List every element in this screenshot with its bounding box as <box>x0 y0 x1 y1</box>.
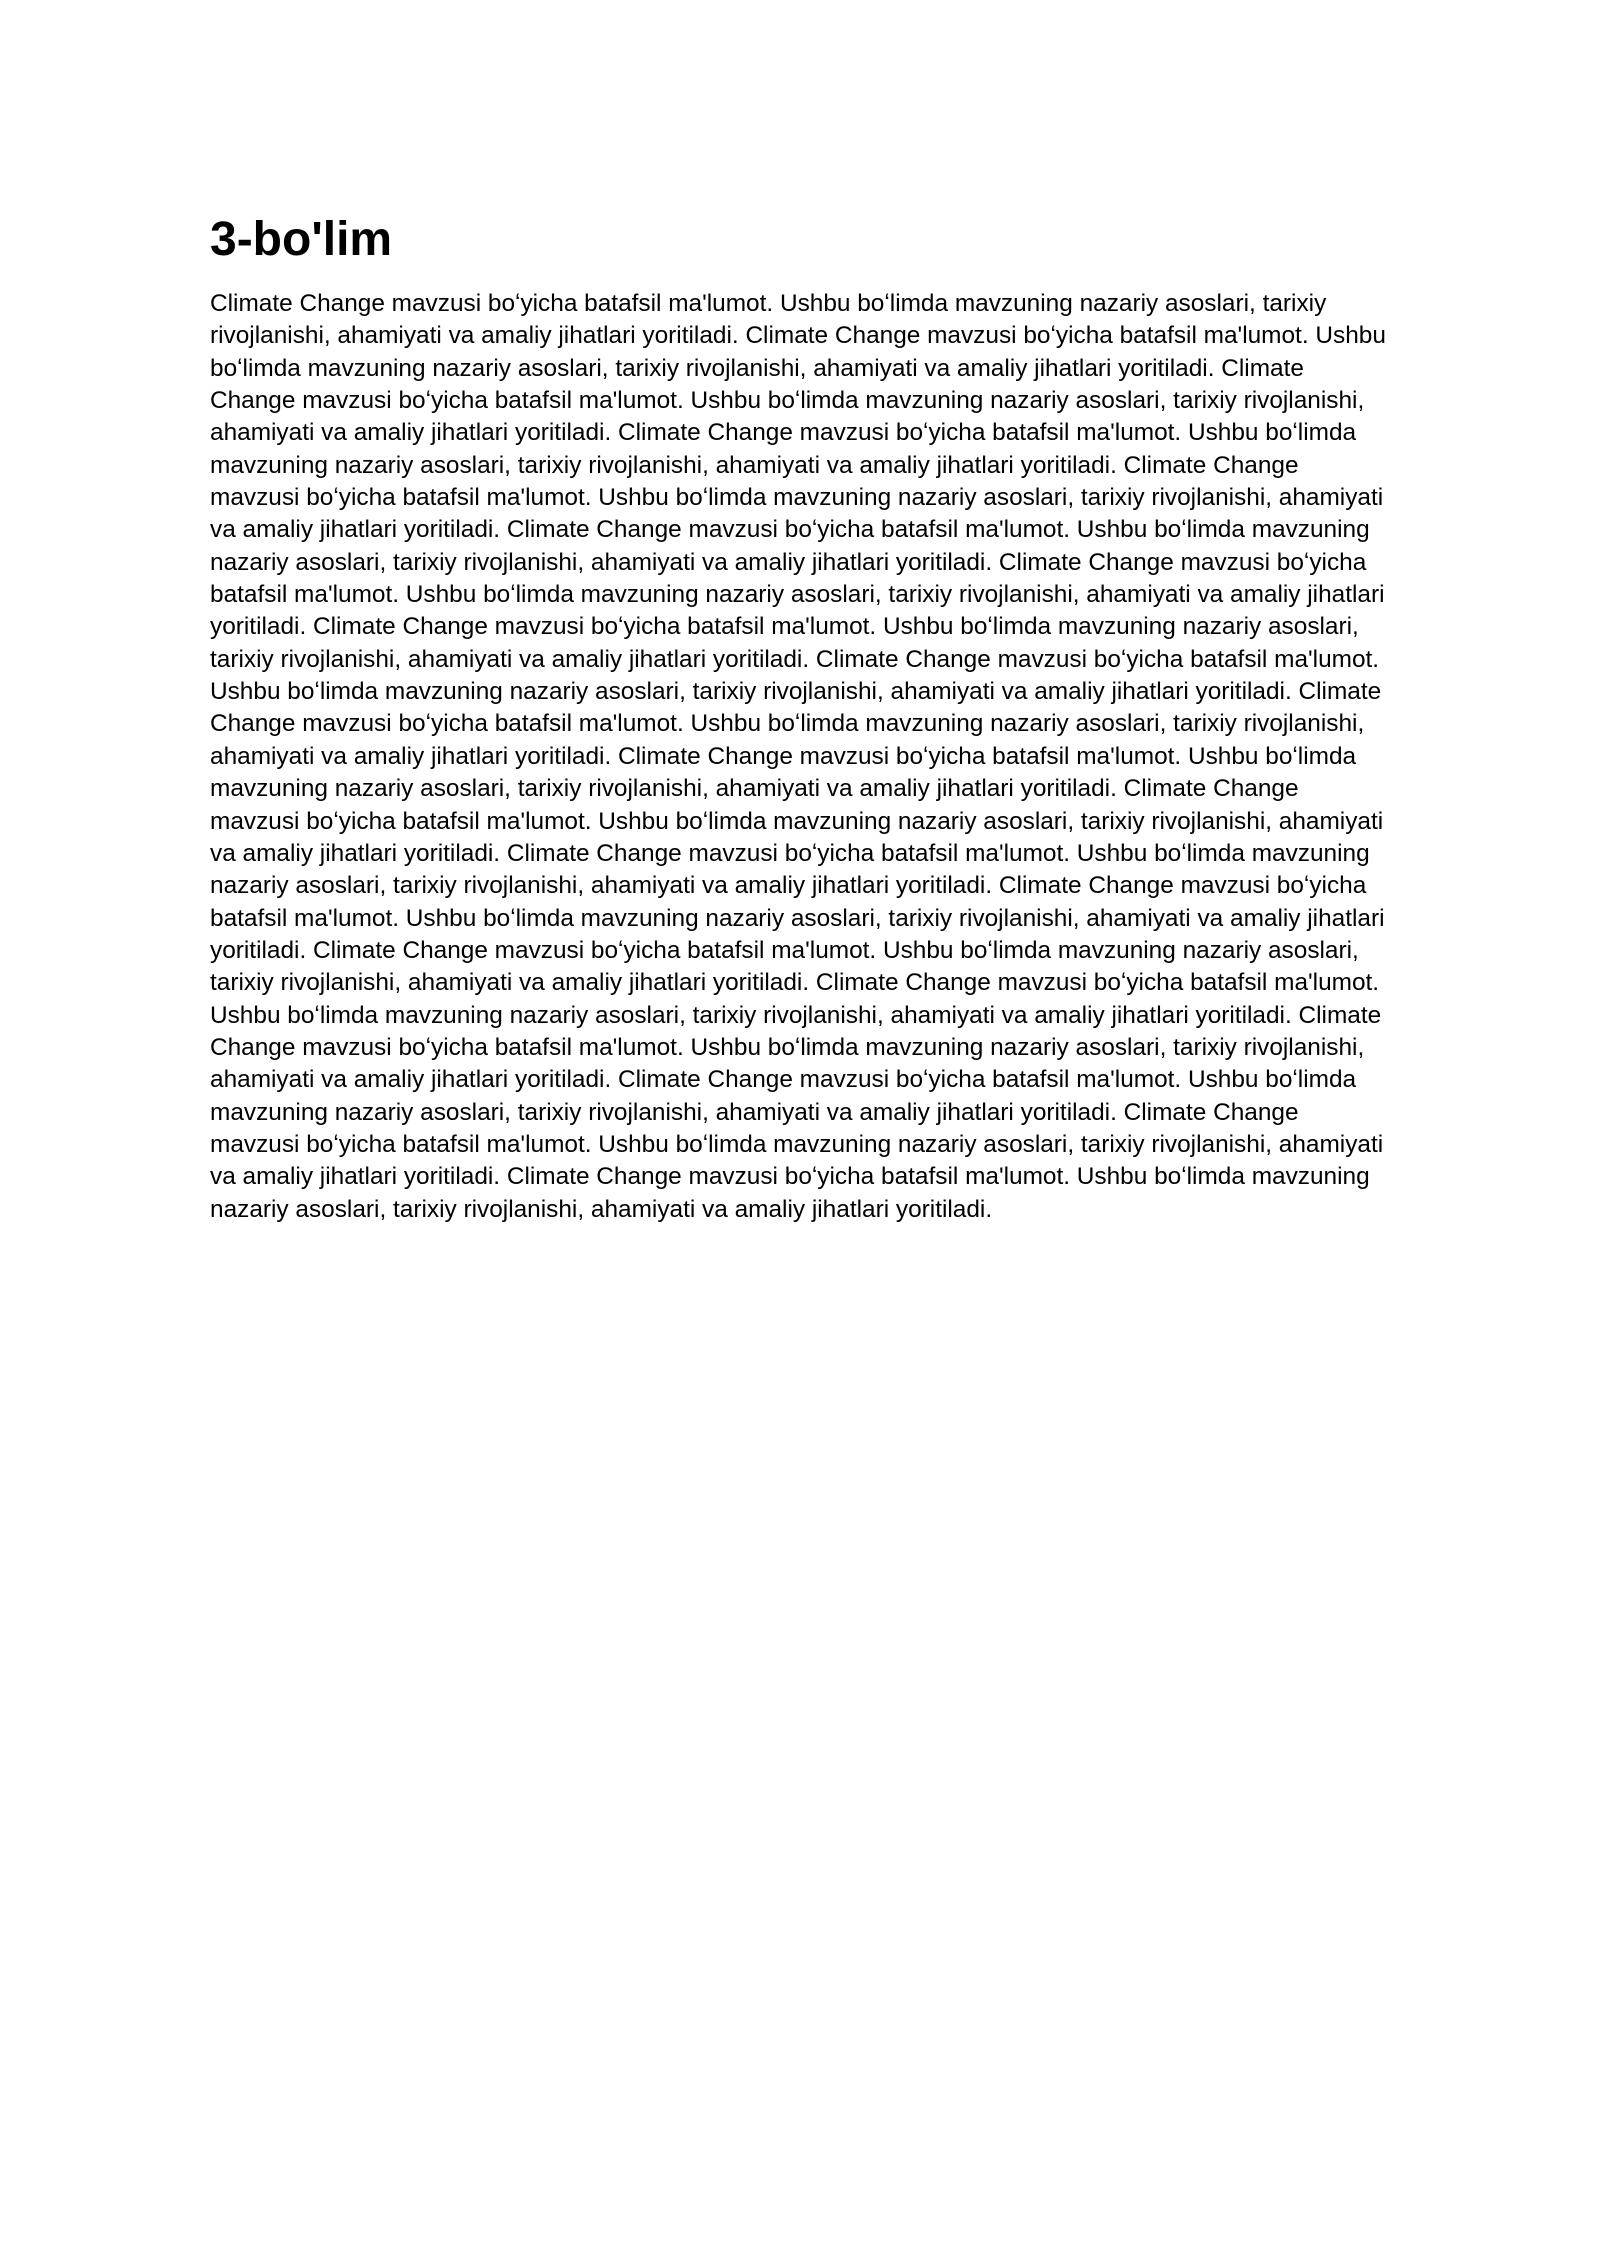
section-heading: 3-bo'lim <box>210 213 393 266</box>
body-paragraph: Climate Change mavzusi boʻyicha batafsil ma'lumot. Ushbu boʻlimda mavzuning nazariy asoslari, tarixiy rivojlanishi, ahamiyati va amaliy jihatlari yoritiladi. Climate Change mavzusi boʻyicha batafsil ma'lumot. Ushbu boʻlimda mavzuning nazariy asoslari, tarixiy rivojlanishi, ahamiyati va amaliy jihatlari yoritiladi. Climate Change mavzusi boʻyicha batafsil ma'lumot. Ushbu boʻlimda mavzuning nazariy asoslari, tarixiy rivojlanishi, ahamiyati va amaliy jihatlari yoritiladi. Climate Change mavzusi boʻyicha batafsil ma'lumot. Ushbu boʻlimda mavzuning nazariy asoslari, tarixiy rivojlanishi, ahamiyati va amaliy jihatlari yoritiladi. Climate Change mavzusi boʻyicha batafsil ma'lumot. Ushbu boʻlimda mavzuning nazariy asoslari, tarixiy rivojlanishi, ahamiyati va amaliy jihatlari yoritiladi. Climate Change mavzusi boʻyicha batafsil ma'lumot. Ushbu boʻlimda mavzuning nazariy asoslari, tarixiy rivojlanishi, ahamiyati va amaliy jihatlari yoritiladi. Climate Change mavzusi boʻyicha batafsil ma'lumot. Ushbu boʻlimda mavzuning nazariy asoslari, tarixiy rivojlanishi, ahamiyati va amaliy jihatlari yoritiladi. Climate Change mavzusi boʻyicha batafsil ma'lumot. Ushbu boʻlimda mavzuning nazariy asoslari, tarixiy rivojlanishi, ahamiyati va amaliy jihatlari yoritiladi. Climate Change mavzusi boʻyicha batafsil ma'lumot. Ushbu boʻlimda mavzuning nazariy asoslari, tarixiy rivojlanishi, ahamiyati va amaliy jihatlari yoritiladi. Climate Change mavzusi boʻyicha batafsil ma'lumot. Ushbu boʻlimda mavzuning nazariy asoslari, tarixiy rivojlanishi, ahamiyati va amaliy jihatlari yoritiladi. Climate Change mavzusi boʻyicha batafsil ma'lumot. Ushbu boʻlimda mavzuning nazariy asoslari, tarixiy rivojlanishi, ahamiyati va amaliy jihatlari yoritiladi. Climate Change mavzusi boʻyicha batafsil ma'lumot. Ushbu boʻlimda mavzuning nazariy asoslari, tarixiy rivojlanishi, ahamiyati va amaliy jihatlari yoritiladi. Climate Change mavzusi boʻyicha batafsil ma'lumot. Ushbu boʻlimda mavzuning nazariy asoslari, tarixiy rivojlanishi, ahamiyati va amaliy jihatlari yoritiladi. Climate Change mavzusi boʻyicha batafsil ma'lumot. Ushbu boʻlimda mavzuning nazariy asoslari, tarixiy rivojlanishi, ahamiyati va amaliy jihatlari yoritiladi. Climate Change mavzusi boʻyicha batafsil ma'lumot. Ushbu boʻlimda mavzuning nazariy asoslari, tarixiy rivojlanishi, ahamiyati va amaliy jihatlari yoritiladi. Climate Change mavzusi boʻyicha batafsil ma'lumot. Ushbu boʻlimda mavzuning nazariy asoslari, tarixiy rivojlanishi, ahamiyati va amaliy jihatlari yoritiladi. Climate Change mavzusi boʻyicha batafsil ma'lumot. Ushbu boʻlimda mavzuning nazariy asoslari, tarixiy rivojlanishi, ahamiyati va amaliy jihatlari yoritiladi. Climate Change mavzusi boʻyicha batafsil ma'lumot. Ushbu boʻlimda mavzuning nazariy asoslari, tarixiy rivojlanishi, ahamiyati va amaliy jihatlari yoritiladi. Climate Change mavzusi boʻyicha batafsil ma'lumot. Ushbu boʻlimda mavzuning nazariy asoslari, tarixiy rivojlanishi, ahamiyati va amaliy jihatlari yoritiladi. Climate Change mavzusi boʻyicha batafsil ma'lumot. Ushbu boʻlimda mavzuning nazariy asoslari, tarixiy rivojlanishi, ahamiyati va amaliy jihatlari yoritiladi. <box>210 290 1386 1223</box>
